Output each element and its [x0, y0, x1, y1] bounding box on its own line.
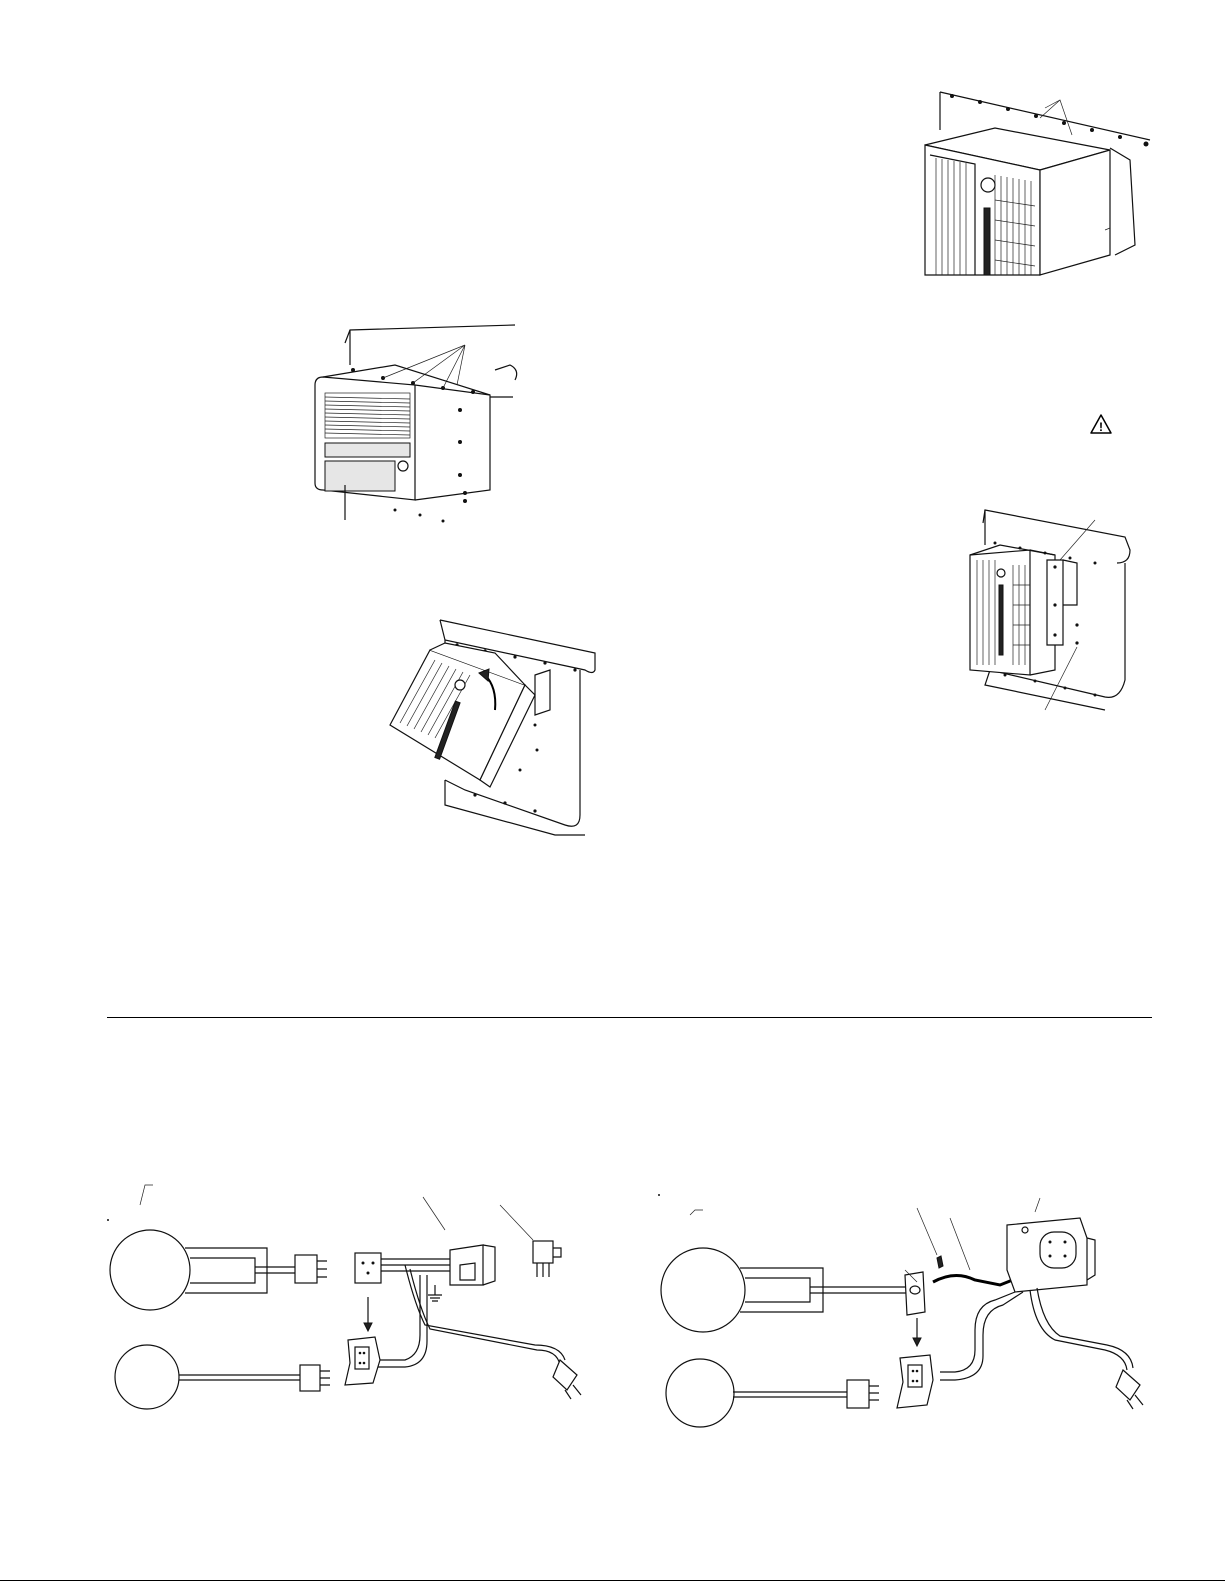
window-unit-front-icon: [305, 325, 530, 525]
wiring-diagram-left-icon: [105, 1185, 615, 1445]
window-unit-tilt-icon: [385, 615, 605, 835]
section-divider: [107, 1017, 1152, 1018]
wiring-diagram-right-icon: [655, 1190, 1155, 1450]
window-unit-installed-icon: [900, 80, 1160, 275]
window-unit-bracket-icon: [965, 505, 1150, 720]
figure-unit-front-screws: [305, 325, 530, 525]
figure-wiring-left: [105, 1185, 615, 1445]
warning-icon-container: [1089, 413, 1113, 435]
warning-glyph: !: [1099, 420, 1103, 434]
warning-triangle-icon: [1089, 413, 1113, 435]
figure-unit-top-rail: [900, 80, 1160, 275]
figure-wiring-right: [655, 1190, 1155, 1450]
figure-unit-tilt: [385, 615, 605, 835]
figure-unit-side-bracket: [965, 505, 1150, 720]
page-bottom-rule: [0, 1580, 1225, 1581]
